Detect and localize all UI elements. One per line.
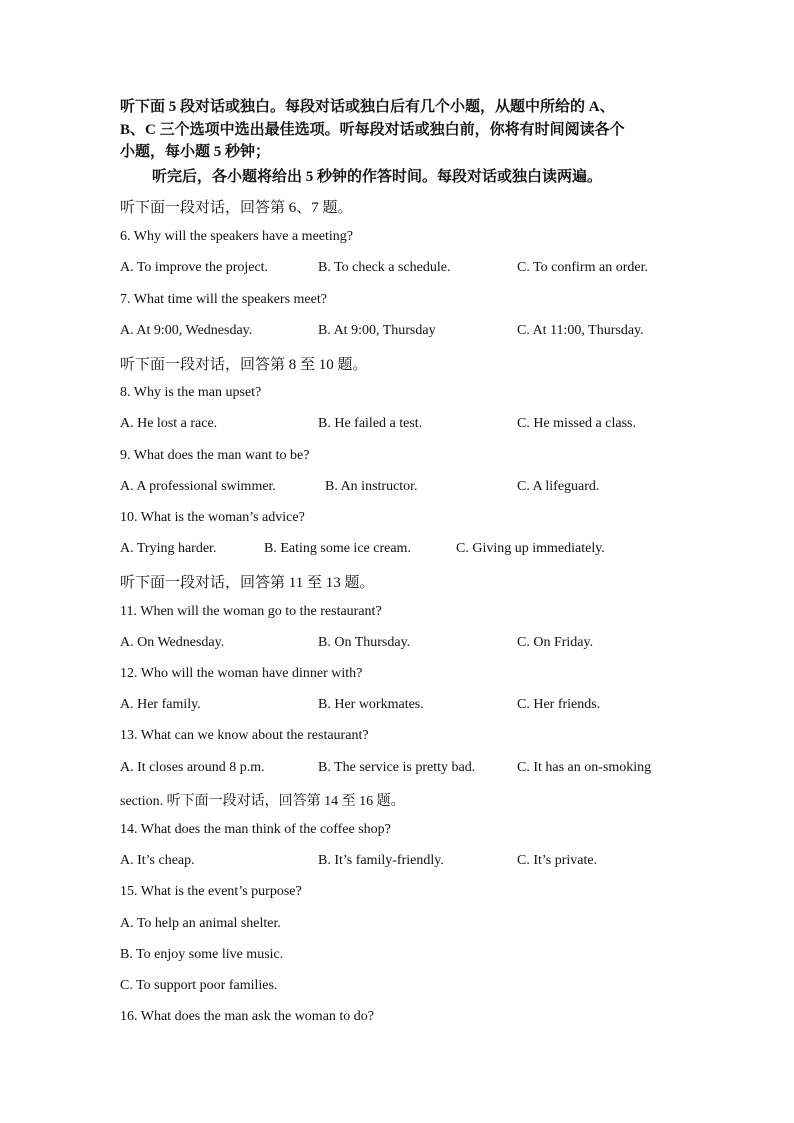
option-a: A. It’s cheap. [120,853,195,868]
section-intro: section. 听下面一段对话，回答第 14 至 16 题。 [120,794,405,809]
option-a: A. He lost a race. [120,416,218,431]
option-a: A. To help an animal shelter. [120,916,281,931]
option-b: B. It’s family-friendly. [318,853,444,868]
question-text: 16. What does the man ask the woman to do? [120,1009,375,1024]
option-b: B. At 9:00, Thursday [318,323,436,338]
question-text: 12. Who will the woman have dinner with? [120,666,363,681]
instructions-line-3: 小题，每小题 5 秒钟； [120,144,271,160]
option-c: C. At 11:00, Thursday. [517,323,644,338]
option-b: B. An instructor. [325,479,418,494]
question-text: 7. What time will the speakers meet? [120,292,327,307]
option-a: A. Her family. [120,697,201,712]
question-text: 8. Why is the man upset? [120,385,262,400]
question-text: 9. What does the man want to be? [120,448,310,463]
option-a: A. On Wednesday. [120,635,225,650]
option-c: C. He missed a class. [517,416,636,431]
option-b: B. He failed a test. [318,416,423,431]
option-c: C. On Friday. [517,635,594,650]
question-text: 11. When will the woman go to the restaurant? [120,604,382,619]
instructions-line-1: 听下面 5 段对话或独白。每段对话或独白后有几个小题，从题中所给的 A、 [120,99,615,115]
section-intro: 听下面一段对话，回答第 8 至 10 题。 [120,357,368,373]
option-c: C. Her friends. [517,697,601,712]
option-a: A. Trying harder. [120,541,217,556]
option-b: B. The service is pretty bad. [318,760,476,775]
option-c: C. To support poor families. [120,978,278,993]
instructions-line-4: 听完后，各小题将给出 5 秒钟的作答时间。每段对话或独白读两遍。 [152,169,603,185]
question-text: 6. Why will the speakers have a meeting? [120,229,353,244]
question-text: 15. What is the event’s purpose? [120,884,302,899]
option-c: C. It’s private. [517,853,598,868]
option-b: B. On Thursday. [318,635,411,650]
option-b: B. Eating some ice cream. [264,541,411,556]
option-a: A. To improve the project. [120,260,269,275]
option-b: B. Her workmates. [318,697,424,712]
option-a: A. It closes around 8 p.m. [120,760,265,775]
question-text: 10. What is the woman’s advice? [120,510,305,525]
option-c: C. Giving up immediately. [456,541,605,556]
option-a: A. A professional swimmer. [120,479,276,494]
option-a: A. At 9:00, Wednesday. [120,323,253,338]
section-intro: 听下面一段对话，回答第 6、7 题。 [120,200,353,216]
instructions-line-2: B、C 三个选项中选出最佳选项。听每段对话或独白前，你将有时间阅读各个 [120,122,625,138]
option-c: C. It has an on-smoking [517,760,652,775]
section-intro: 听下面一段对话，回答第 11 至 13 题。 [120,575,375,591]
option-c: C. To confirm an order. [517,260,648,275]
question-text: 14. What does the man think of the coffee shop? [120,822,391,837]
option-b: B. To check a schedule. [318,260,451,275]
option-c: C. A lifeguard. [517,479,600,494]
question-text: 13. What can we know about the restaurant? [120,728,369,743]
option-b: B. To enjoy some live music. [120,947,284,962]
